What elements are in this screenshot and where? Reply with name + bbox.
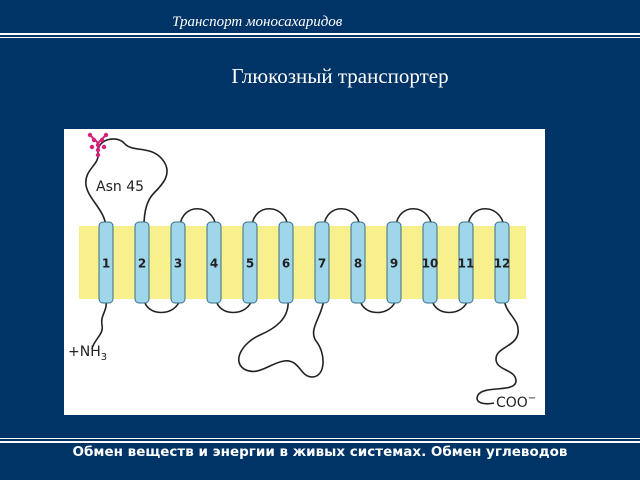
helix-number: 8 bbox=[353, 256, 363, 271]
n-terminus-label bbox=[68, 344, 107, 363]
c-terminus-tail bbox=[477, 299, 518, 404]
helix-12 bbox=[494, 222, 511, 303]
transporter-figure bbox=[64, 129, 545, 415]
c-terminus-superscript: − bbox=[527, 393, 537, 404]
helix-number: 4 bbox=[209, 256, 219, 271]
c-terminus-label bbox=[496, 393, 536, 411]
helix-number: 11 bbox=[457, 256, 475, 271]
helix-6 bbox=[279, 222, 293, 303]
helix-10 bbox=[422, 222, 439, 303]
helix-number: 2 bbox=[137, 256, 147, 271]
helix-8 bbox=[351, 222, 365, 303]
helix-11 bbox=[458, 222, 475, 303]
c-terminus-main: COO bbox=[496, 395, 528, 411]
glycan-residue bbox=[88, 133, 92, 137]
n-terminus-subscript: 3 bbox=[100, 352, 108, 363]
footer-rule bbox=[0, 441, 640, 443]
helix-number: 5 bbox=[245, 256, 255, 271]
header-topic: Транспорт моносахаридов bbox=[172, 14, 343, 30]
glycan-residue bbox=[96, 153, 100, 157]
helix-4 bbox=[207, 222, 221, 303]
helix-3 bbox=[171, 222, 185, 303]
glycan-residue bbox=[104, 133, 108, 137]
glycan-residue bbox=[96, 148, 100, 152]
helix-number: 6 bbox=[281, 256, 291, 271]
helix-9 bbox=[387, 222, 401, 303]
n-terminus-tail bbox=[92, 299, 106, 349]
header-rule-thin bbox=[0, 37, 640, 38]
asn45-label: Asn 45 bbox=[96, 179, 145, 195]
footer-caption: Обмен веществ и энергии в живых системах. Обмен углеводов bbox=[72, 444, 568, 460]
glycan bbox=[88, 133, 108, 157]
glycan-residue bbox=[102, 145, 106, 149]
helix-number: 1 bbox=[101, 256, 111, 271]
helix-5 bbox=[243, 222, 257, 303]
helix-number: 3 bbox=[173, 256, 183, 271]
glycan-residue bbox=[100, 138, 104, 142]
helix-7 bbox=[315, 222, 329, 303]
helix-number: 10 bbox=[421, 256, 439, 271]
footer-rule-thin bbox=[0, 438, 640, 439]
transporter-diagram bbox=[64, 129, 545, 415]
glycan-residue bbox=[92, 138, 96, 142]
helix-number: 7 bbox=[317, 256, 327, 271]
helix-2 bbox=[135, 222, 149, 303]
helix-number: 12 bbox=[493, 256, 511, 271]
glycan-residue bbox=[96, 143, 100, 147]
header-rule bbox=[0, 33, 640, 35]
glycan-residue bbox=[90, 145, 94, 149]
helix-number: 9 bbox=[389, 256, 399, 271]
loop-6-7 bbox=[239, 299, 324, 377]
n-terminus-main: +NH bbox=[68, 344, 101, 360]
slide-title: Глюкозный транспортер bbox=[231, 64, 449, 88]
helix-1 bbox=[99, 222, 113, 303]
